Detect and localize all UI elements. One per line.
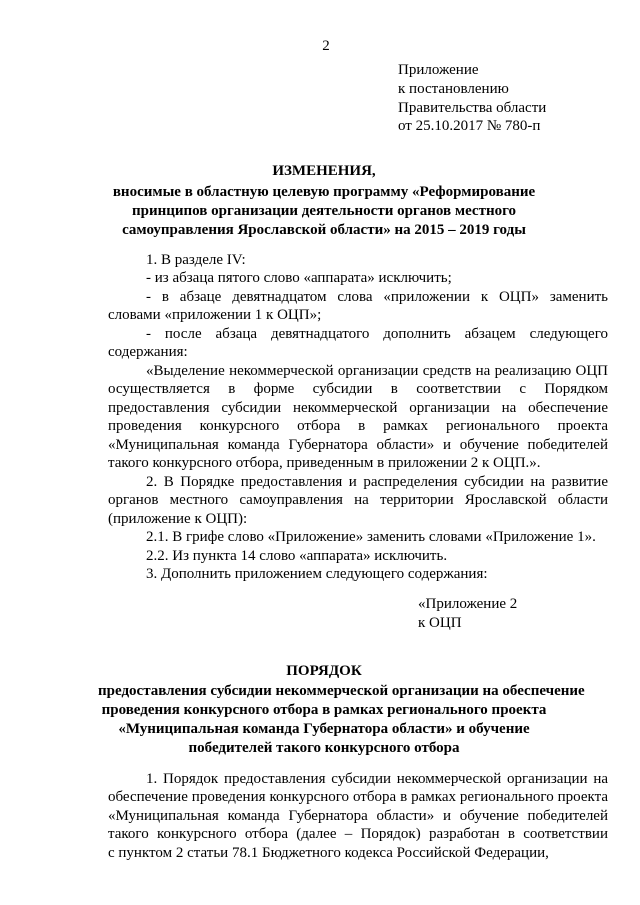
body-line: «Муниципальная команда Губернатора области» и обучение победителей xyxy=(108,437,608,453)
order-body-line: такого конкурсного отбора (далее – Порядок) разработан в соответствии xyxy=(108,826,608,842)
order-body-line: обеспечение проведения конкурсного отбора в рамках регионального проекта xyxy=(108,789,608,805)
order-subtitle-line: предоставления субсидии некоммерческой организации на обеспечение xyxy=(98,683,585,699)
body-line: 2.1. В грифе слово «Приложение» заменить словами «Приложение 1». xyxy=(146,529,596,545)
body-line: такого конкурсного отбора, приведенным в приложении 2 к ОЦП.». xyxy=(108,455,541,471)
body-line: органов местного самоуправления на территории Ярославской области xyxy=(108,492,608,508)
appendix-header-line: Правительства области xyxy=(398,100,547,116)
changes-title: ИЗМЕНЕНИЯ, xyxy=(272,163,376,179)
body-line: 2.2. Из пункта 14 слово «аппарата» исключить. xyxy=(146,548,448,564)
appendix-header-line: от 25.10.2017 № 780-п xyxy=(398,118,541,134)
changes-subtitle-line: самоуправления Ярославской области» на 2015 – 2019 годы xyxy=(122,222,526,238)
order-body-line: с пунктом 2 статьи 78.1 Бюджетного кодекса Российской Федерации, xyxy=(108,845,549,861)
order-subtitle-line: победителей такого конкурсного отбора xyxy=(188,740,460,756)
body-line: «Выделение некоммерческой организации средств на реализацию ОЦП xyxy=(146,363,608,379)
body-line: - после абзаца девятнадцатого дополнить абзацем следующего xyxy=(146,326,608,342)
body-line: предоставления субсидии некоммерческой организации на обеспечение xyxy=(108,400,608,416)
body-line: - в абзаце девятнадцатом слова «приложении к ОЦП» заменить xyxy=(146,289,608,305)
order-subtitle-line: проведения конкурсного отбора в рамках регионального проекта xyxy=(101,702,547,718)
changes-subtitle-line: принципов организации деятельности органов местного xyxy=(131,203,517,219)
body-line: 2. В Порядке предоставления и распределения субсидии на развитие xyxy=(146,474,608,490)
body-line: проведения конкурсного отбора в рамках регионального проекта xyxy=(108,418,608,434)
appendix-header-line: к постановлению xyxy=(398,81,509,97)
body-line: - из абзаца пятого слово «аппарата» исключить; xyxy=(146,270,452,286)
new-appendix-line: к ОЦП xyxy=(418,615,462,631)
appendix-header-line: Приложение xyxy=(398,62,479,78)
new-appendix-line: «Приложение 2 xyxy=(418,596,518,612)
body-line: 3. Дополнить приложением следующего содержания: xyxy=(146,566,488,582)
order-body-line: «Муниципальная команда Губернатора области» и обучение победителей xyxy=(108,808,608,824)
order-subtitle-line: «Муниципальная команда Губернатора области» и обучение xyxy=(118,721,530,737)
body-line: (приложение к ОЦП): xyxy=(108,511,248,527)
body-line: осуществляется в форме субсидии в соответствии с Порядком xyxy=(108,381,608,397)
changes-subtitle-line: вносимые в областную целевую программу «Реформирование xyxy=(112,184,536,200)
body-line: словами «приложении 1 к ОЦП»; xyxy=(108,307,322,323)
body-line: 1. В разделе IV: xyxy=(146,252,246,268)
body-line: содержания: xyxy=(108,344,188,360)
order-body-line: 1. Порядок предоставления субсидии некоммерческой организации на xyxy=(146,771,608,787)
page-number: 2 xyxy=(322,38,330,54)
order-title: ПОРЯДОК xyxy=(286,663,362,679)
